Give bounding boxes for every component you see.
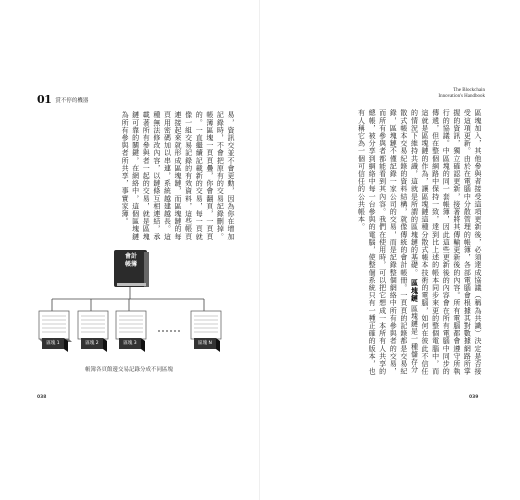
block-label-2: 區塊 2	[85, 341, 99, 346]
ledger-diagram	[28, 247, 240, 369]
left-body-text	[121, 111, 236, 241]
right-body-text	[281, 109, 483, 375]
ledger-book-label-line1: 會計	[124, 253, 137, 260]
ledger-book-label	[119, 253, 143, 269]
block-label-1: 區塊 1	[46, 341, 60, 346]
chapter-title: 賞不停的機器	[55, 97, 89, 104]
diagram-caption: 帳簿各頁館邊交易記錄分成不同區塊	[85, 367, 174, 373]
running-head-line2: Innovation's Handbook	[438, 94, 485, 99]
page-gutter	[259, 0, 260, 500]
intro-paragraph: 區塊加入，其他參與者接受這項更新後，必須達成協議（稱為共識）決定是否接受這項更新。由於在電腦中分散管理的帳簿，各部電腦會根據其對數據網路所掌握的資訊，獨立確認更新，接著將其傳輸更新後的內容。所有電腦都會遵守所執行的協議。中區塊的同一套帳簿，因此這些更新後的內容會在所有電腦中同步的傳遞，但在整個網路中保持一致，達到比上述的帳本同步來更的整個電腦中，而這就是區塊鏈的作為，讓區塊鏈這種分散式帳本技術的電腦，如何在彼此不信任的情況下維持共識，這就是所謂的區塊鏈的基礎。	[410, 109, 482, 375]
right-page-number: 039	[469, 395, 479, 400]
block-label-3: 區塊 3	[123, 341, 137, 346]
section-heading: 區塊鏈	[410, 279, 419, 302]
left-running-head	[37, 93, 88, 106]
right-running-head	[438, 88, 485, 100]
running-head-line1: The Blockchain	[453, 88, 485, 93]
chapter-number: 01	[37, 93, 52, 106]
block-label-n: 區塊 N	[198, 341, 212, 346]
left-body-paragraph: 易，資訊交並不會更動，因為你在增加記錄時，不會把原有的交易記錄刪掉。帳簿區塊一頁頁疊，你會翻頁，一頁頁的。一直繼續記載新的交易，每一頁就像一組交易記錄的有效資料，這些帳頁連接起來就形成區塊鏈，而區塊鏈的每頁用密碼加以串連，系統越建越長。這種無法修改內容，以鏈條互相連結，承載著所有參與者一起的交易，就是區塊鏈可靠的關鍵，在網絡中，這個區塊鏈為所有參與者所共享，事實家簿。	[121, 111, 235, 241]
section-paragraph: 區塊鏈是一種儲存分散式帳本交易紀錄的資料結構，就像傳統的會計帳冊。一頁頁的記錄都是交易紀錄，區塊鏈不僅記錄一家公司的交易，而是記錄整個網絡中所有參與者的交易，而所有參與者都能看到其內容。我們在使用時，可以把它想成一本所有人共享的總帳，被分享到網絡中每一台參與的電腦，使整個系統只有一種正確的版本，也有人稱它為一個可信任的公共帳本。	[357, 109, 419, 375]
ledger-book-label-line2: 帳簿	[124, 261, 137, 268]
ellipsis-dots	[158, 330, 180, 332]
left-page-number: 038	[37, 395, 47, 400]
connector-lines	[52, 287, 204, 311]
